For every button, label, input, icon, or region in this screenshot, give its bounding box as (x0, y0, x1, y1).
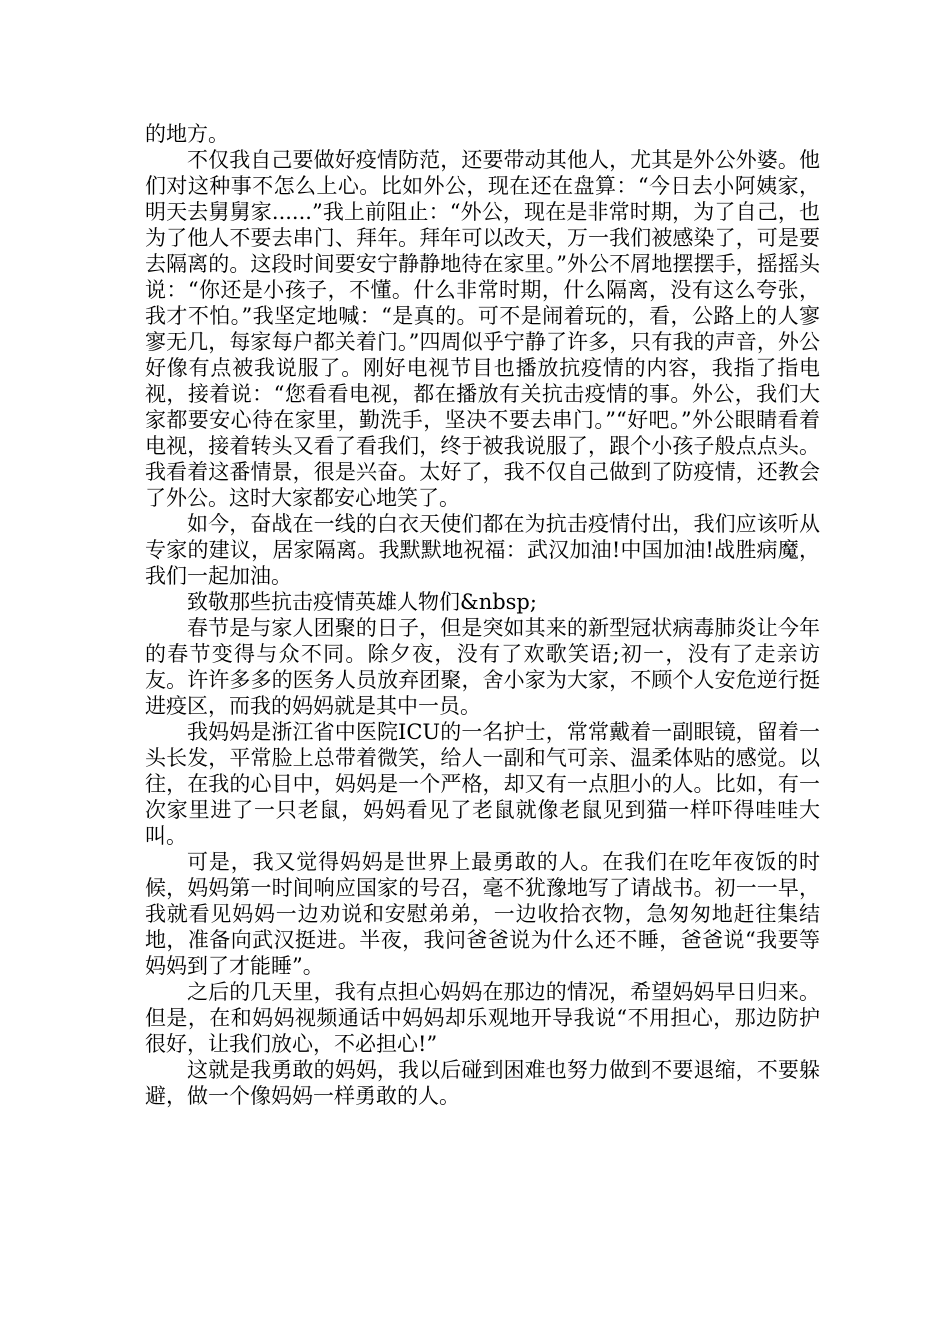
document-body (145, 121, 820, 1109)
paragraph-video-call: 之后的几天里，我有点担心妈妈在那边的情况，希望妈妈早日归来。但是，在和妈妈视频通话中妈妈却乐观地开导我说“不用担心，那边防护很好，让我们放心，不必担心!” (145, 980, 820, 1056)
paragraph-continuation: 的地方。 (145, 122, 229, 146)
section-heading: 致敬那些抗击疫情英雄人物们&nbsp; (187, 590, 537, 614)
paragraph-mother-brave: 可是，我又觉得妈妈是世界上最勇敢的人。在我们在吃年夜饭的时候，妈妈第一时间响应国家的号召，毫不犹豫地写了请战书。初一一早，我就看见妈妈一边劝说和安慰弟弟，一边收拾衣物，急匆匆地赶往集结地，准备向武汉挺进。半夜，我问爸爸说为什么还不睡，爸爸说“我要等妈妈到了才能睡”。 (145, 850, 820, 978)
paragraph-conclusion: 这就是我勇敢的妈妈，我以后碰到困难也努力做到不要退缩，不要躲避，做一个像妈妈一样勇敢的人。 (145, 1058, 820, 1108)
paragraph-spring-festival: 春节是与家人团聚的日子，但是突如其来的新型冠状病毒肺炎让今年的春节变得与众不同。除夕夜，没有了欢歌笑语;初一，没有了走亲访友。许许多多的医务人员放弃团聚，舍小家为大家，不顾个人安危逆行挺进疫区，而我的妈妈就是其中一员。 (145, 616, 820, 718)
paragraph-wishes: 如今，奋战在一线的白衣天使们都在为抗击疫情付出，我们应该听从专家的建议，居家隔离。我默默地祝福：武汉加油!中国加油!战胜病魔，我们一起加油。 (145, 512, 820, 588)
paragraph-grandparents: 不仅我自己要做好疫情防范，还要带动其他人，尤其是外公外婆。他们对这种事不怎么上心。比如外公，现在还在盘算：“今日去小阿姨家，明天去舅舅家......”我上前阻止：“外公，现在是非常时期，为了自己，也为了他人不要去串门、拜年。拜年可以改天，万一我们被感染了，可是要去隔离的。这段时间要安宁静静地待在家里。”外公不屑地摆摆手，摇摇头说：“你还是小孩子，不懂。什么非常时期，什么隔离，没有这么夸张，我才不怕。”我坚定地喊：“是真的。可不是闹着玩的，看，公路上的人寥寥无几，每家每户都关着门。”四周似乎宁静了许多，只有我的声音，外公好像有点被我说服了。刚好电视节目也播放抗疫情的内容，我指了指电视，接着说：“您看看电视，都在播放有关抗击疫情的事。外公，我们大家都要安心待在家里，勤洗手，坚决不要去串门。”“好吧。”外公眼睛看着电视，接着转头又看了看我们，终于被我说服了，跟个小孩子般点点头。我看着这番情景，很是兴奋。太好了，我不仅自己做到了防疫情，还教会了外公。这时大家都安心地笑了。 (145, 148, 820, 510)
paragraph-mother-intro: 我妈妈是浙江省中医院ICU的一名护士，常常戴着一副眼镜，留着一头长发，平常脸上总带着微笑，给人一副和气可亲、温柔体贴的感觉。以往，在我的心目中，妈妈是一个严格，却又有一点胆小的人。比如，有一次家里进了一只老鼠，妈妈看见了老鼠就像老鼠见到猫一样吓得哇哇大叫。 (145, 720, 820, 848)
